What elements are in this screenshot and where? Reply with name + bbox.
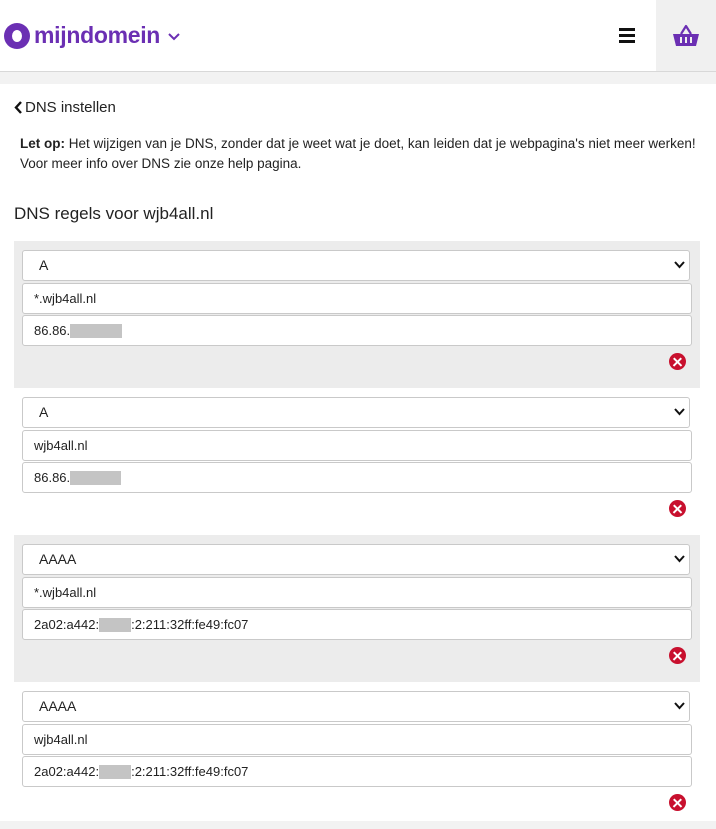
chevron-down-icon xyxy=(674,555,685,563)
record-host-input[interactable] xyxy=(22,430,692,461)
chevron-down-icon xyxy=(674,408,685,416)
record-value-suffix: :2:211:32ff:fe49:fc07 xyxy=(131,764,249,779)
chevron-down-icon xyxy=(674,702,685,710)
redacted-block xyxy=(99,765,131,779)
dns-record xyxy=(14,682,700,829)
record-type-value: AAAA xyxy=(39,698,77,714)
record-host-value: wjb4all.nl xyxy=(34,438,88,453)
back-link-label: DNS instellen xyxy=(25,99,116,116)
record-value-input[interactable] xyxy=(22,315,692,346)
dns-record xyxy=(14,535,700,682)
record-type-value: A xyxy=(39,404,49,420)
record-host-input[interactable] xyxy=(22,577,692,608)
basket-icon xyxy=(671,24,701,48)
record-value-input[interactable] xyxy=(22,609,692,640)
back-link[interactable] xyxy=(14,99,116,116)
notice-text: Het wijzigen van je DNS, zonder dat je weet wat je doet, kan leiden dat je webpagina's niet meer werken! Voor meer info over DNS zie onze help pagina. xyxy=(20,136,696,171)
record-type-value: AAAA xyxy=(39,551,77,567)
record-type-select[interactable] xyxy=(22,544,690,575)
record-type-select[interactable] xyxy=(22,250,690,281)
redacted-block xyxy=(99,618,131,632)
record-value-text: 2a02:a442: xyxy=(34,617,100,632)
section-title: DNS regels voor wjb4all.nl xyxy=(14,204,214,223)
brand-logo-mark xyxy=(4,23,30,49)
delete-record-icon[interactable] xyxy=(669,353,686,370)
record-host-value: wjb4all.nl xyxy=(34,732,88,747)
brand-name: mijndomein xyxy=(34,22,161,48)
record-value-input[interactable] xyxy=(22,756,692,787)
chevron-down-icon[interactable] xyxy=(168,33,180,41)
chevron-left-icon xyxy=(14,101,23,114)
record-host-input[interactable] xyxy=(22,283,692,314)
record-value-text: 2a02:a442: xyxy=(34,764,100,779)
basket-button[interactable] xyxy=(656,0,716,71)
brand-logo[interactable] xyxy=(4,22,180,49)
record-type-select[interactable] xyxy=(22,691,690,722)
record-value-text: 86.86. xyxy=(34,470,71,485)
dns-record xyxy=(14,388,700,535)
record-value-suffix: :2:211:32ff:fe49:fc07 xyxy=(131,617,249,632)
delete-record-icon[interactable] xyxy=(669,500,686,517)
record-value-input[interactable] xyxy=(22,462,692,493)
notice-bold-label: Let op: xyxy=(20,136,65,151)
chevron-down-icon xyxy=(674,261,685,269)
main-content xyxy=(0,84,716,821)
record-host-input[interactable] xyxy=(22,724,692,755)
record-type-select[interactable] xyxy=(22,397,690,428)
warning-notice xyxy=(20,134,700,174)
record-host-value: *.wjb4all.nl xyxy=(34,585,97,600)
redacted-block xyxy=(70,324,122,338)
record-value-text: 86.86. xyxy=(34,323,71,338)
delete-record-icon[interactable] xyxy=(669,647,686,664)
redacted-block xyxy=(70,471,121,485)
top-header xyxy=(0,0,716,72)
delete-record-icon[interactable] xyxy=(669,794,686,811)
record-host-value: *.wjb4all.nl xyxy=(34,291,97,306)
record-type-value: A xyxy=(39,257,49,273)
hamburger-menu-icon[interactable] xyxy=(619,28,635,44)
dns-record xyxy=(14,241,700,388)
